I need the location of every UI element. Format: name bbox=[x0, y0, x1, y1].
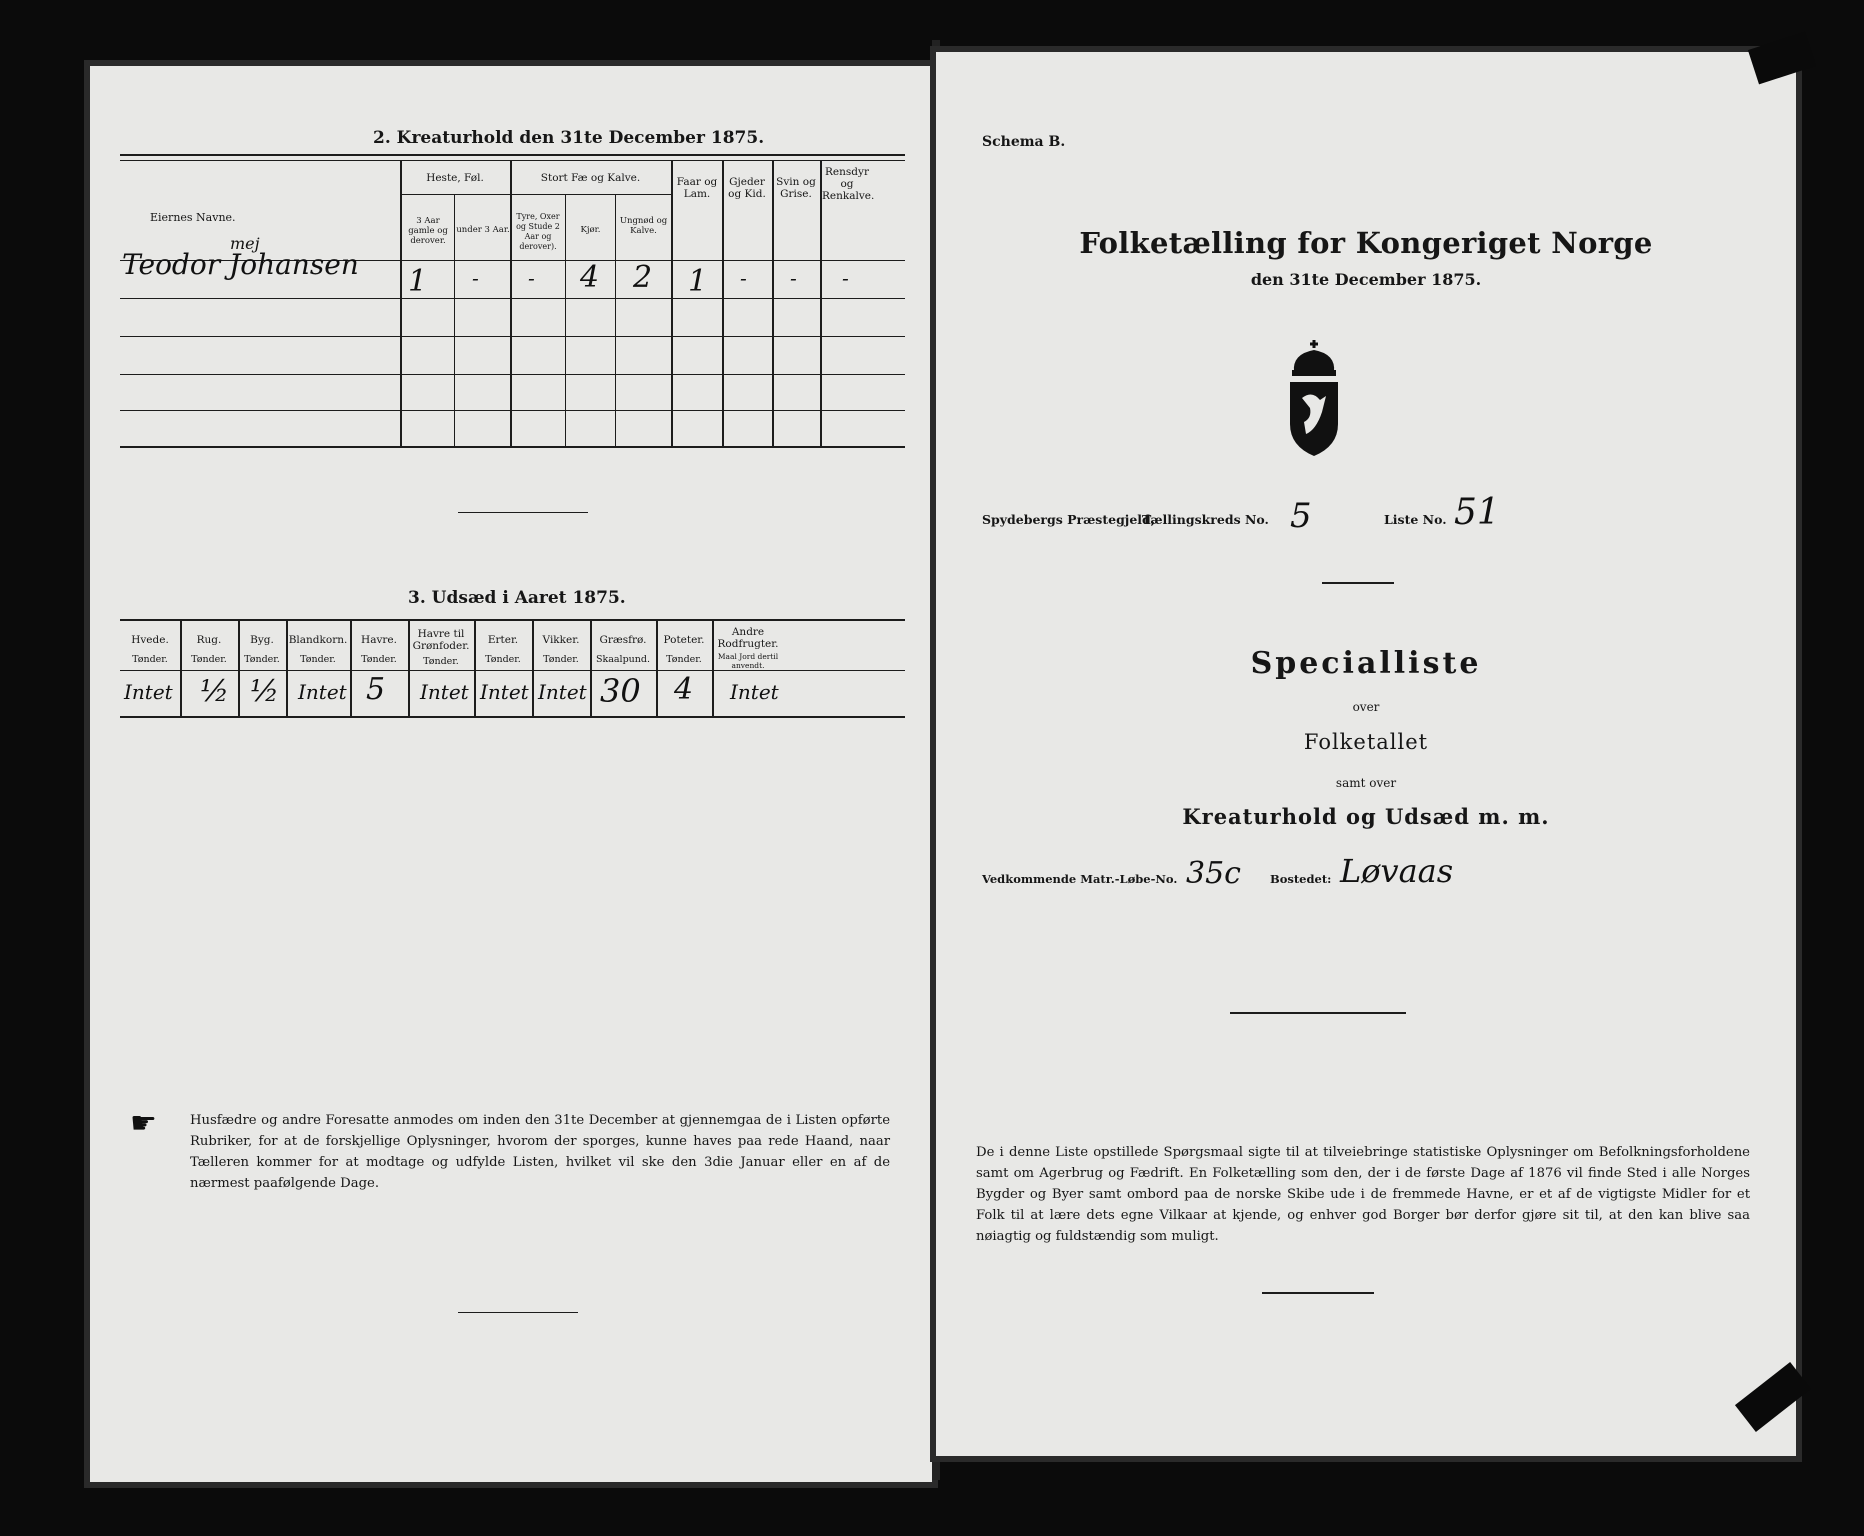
seed-bottom-rule bbox=[120, 716, 905, 718]
seed-col-header: Græsfrø. bbox=[599, 634, 647, 646]
stort-fae-group-header: Stort Fæ og Kalve. bbox=[540, 172, 641, 184]
separator-rule bbox=[1322, 582, 1394, 584]
row-line bbox=[120, 410, 905, 411]
left-page bbox=[90, 66, 932, 1482]
seed-col-header: Havre. bbox=[361, 634, 397, 646]
table-bottom-rule bbox=[120, 446, 905, 448]
notice-text: Husfædre og andre Foresatte anmodes om inden den 31te December at gjennemgaa de i Listen opførte Rubriker, for at de forskjellige Oplysninger, hvorom der sporges, kunne haves paa rede Haand, naar Tælleren kommer for at modtage og udfylde Listen, hvilket vil ske den 3die Januar eller en af de nærmest paafølgende Dage. bbox=[190, 1113, 890, 1191]
heste-group-header: Heste, Føl. bbox=[426, 172, 484, 184]
prestegjeld-label: Spydebergs Præstegjeld, bbox=[982, 512, 1156, 527]
seed-col-unit: Tønder. bbox=[423, 656, 459, 667]
seed-col-unit: Skaalpund. bbox=[595, 654, 651, 665]
seed-col-unit: Tønder. bbox=[666, 654, 702, 665]
separator-rule bbox=[1230, 1012, 1406, 1014]
folketallet-label: Folketallet bbox=[1303, 730, 1429, 754]
heste-under3-subheader: under 3 Aar. bbox=[456, 225, 510, 235]
owner-name: Teodor Johansen bbox=[122, 248, 359, 281]
livestock-value: ‑ bbox=[472, 266, 479, 290]
faar-header: Faar og Lam. bbox=[676, 176, 718, 200]
livestock-value: 1 bbox=[408, 264, 428, 299]
seed-col-header: Rug. bbox=[196, 634, 222, 646]
svin-header: Svin og Grise. bbox=[776, 176, 816, 200]
livestock-value: 1 bbox=[688, 264, 708, 299]
right-page bbox=[936, 52, 1796, 1456]
samt-over-label: samt over bbox=[1335, 776, 1397, 790]
bostedet-value: Løvaas bbox=[1340, 852, 1454, 890]
livestock-value: ‑ bbox=[790, 266, 797, 290]
livestock-value: 2 bbox=[633, 260, 653, 295]
seed-value: Intet bbox=[124, 680, 173, 704]
seed-col-unit: Tønder. bbox=[543, 654, 579, 665]
seed-value: Intet bbox=[480, 680, 529, 704]
seed-col-unit: Tønder. bbox=[361, 654, 397, 665]
seed-col-unit: Tønder. bbox=[191, 654, 227, 665]
table-top-rule bbox=[120, 154, 905, 156]
livestock-value: 4 bbox=[580, 260, 600, 295]
matr-number: 35c bbox=[1186, 856, 1241, 891]
rensdyr-header: Rensdyr og Renkalve. bbox=[822, 166, 875, 202]
tyre-subheader: Tyre, Oxer og Stude 2 Aar og derover). bbox=[516, 212, 560, 251]
row-line bbox=[120, 336, 905, 337]
tellingskreds-label: Tællingskreds No. bbox=[1142, 512, 1269, 527]
table-top-rule-thin bbox=[120, 160, 905, 161]
seed-col-header: Havre til Grønfoder. bbox=[412, 628, 470, 652]
bottom-rule bbox=[1262, 1292, 1374, 1294]
seed-col-header: Poteter. bbox=[663, 634, 705, 646]
schema-label: Schema B. bbox=[982, 134, 1066, 150]
seed-value: Intet bbox=[730, 680, 779, 704]
owner-column-header: Eiernes Navne. bbox=[150, 211, 236, 224]
seed-col-header: Vikker. bbox=[542, 634, 580, 646]
seed-col-unit: Tønder. bbox=[300, 654, 336, 665]
seed-value: Intet bbox=[420, 680, 469, 704]
seed-col-header: Erter. bbox=[487, 634, 519, 646]
pointing-hand-icon: ☛ bbox=[130, 1106, 157, 1141]
seed-col-unit: Tønder. bbox=[244, 654, 280, 665]
ungnod-subheader: Ungnød og Kalve. bbox=[619, 216, 668, 236]
seed-value: Intet bbox=[298, 680, 347, 704]
seed-value: ½ bbox=[250, 674, 280, 709]
seed-value: 4 bbox=[674, 672, 694, 707]
owner-note: mej bbox=[230, 234, 260, 253]
liste-number: 51 bbox=[1454, 492, 1500, 533]
seed-value: 5 bbox=[366, 672, 386, 707]
livestock-value: ‑ bbox=[740, 266, 747, 290]
bostedet-label: Bostedet: bbox=[1270, 872, 1332, 886]
seed-heading: 3. Udsæd i Aaret 1875. bbox=[408, 588, 626, 608]
coat-of-arms-icon bbox=[1282, 338, 1346, 460]
seed-value: Intet bbox=[538, 680, 587, 704]
seed-col-header: Blandkorn. bbox=[288, 634, 348, 646]
seed-col-header: Byg. bbox=[250, 634, 274, 646]
seed-col-unit: Maal Jord dertil anvendt. bbox=[717, 652, 779, 670]
document-title: Folketælling for Kongeriget Norge bbox=[1079, 226, 1653, 260]
over-label: over bbox=[1352, 700, 1380, 714]
specialliste-heading: Specialliste bbox=[1250, 646, 1482, 681]
separator-rule bbox=[458, 512, 588, 513]
matr-label: Vedkommende Matr.-Løbe-No. bbox=[982, 872, 1178, 886]
footer-text: De i denne Liste opstillede Spørgsmaal sigte til at tilveiebringe statistiske Oplysninger om Befolkningsforholdene samt om Agerbrug og Fædrift. En Folketælling som den, der i de første Dage af 1876 vil finde Sted i alle Norges Bygder og Byer samt ombord paa de norske Skibe ude i de fremmede Havne, er et af de vigtigste Midler for et Folk til at lære dets egne Vilkaar at kjende, og enhver god Borger bør derfor gjøre sit til, at den kan blive saa nøiagtig og fuldstændig som muligt. bbox=[976, 1145, 1750, 1244]
seed-col-header: Andre Rodfrugter. bbox=[717, 626, 779, 650]
row-line bbox=[120, 374, 905, 375]
kjor-subheader: Kjør. bbox=[580, 225, 601, 235]
seed-col-unit: Tønder. bbox=[485, 654, 521, 665]
heste-3aar-subheader: 3 Aar gamle og derover. bbox=[408, 216, 448, 246]
seed-value: 30 bbox=[600, 672, 641, 710]
seed-col-header: Hvede. bbox=[131, 634, 169, 646]
bottom-rule bbox=[458, 1312, 578, 1313]
binder-clip bbox=[1748, 32, 1816, 85]
kreaturhold-label: Kreaturhold og Udsæd m. m. bbox=[1182, 804, 1550, 829]
seed-col-unit: Tønder. bbox=[132, 654, 168, 665]
livestock-heading: 2. Kreaturhold den 31te December 1875. bbox=[373, 128, 765, 148]
row-line bbox=[120, 298, 905, 299]
liste-label: Liste No. bbox=[1384, 512, 1447, 527]
document-date: den 31te December 1875. bbox=[1250, 270, 1482, 289]
tellingskreds-number: 5 bbox=[1290, 496, 1312, 536]
gjeder-header: Gjeder og Kid. bbox=[728, 176, 766, 200]
livestock-value: ‑ bbox=[842, 266, 849, 290]
livestock-value: ‑ bbox=[528, 266, 535, 290]
seed-value: ½ bbox=[200, 674, 230, 709]
